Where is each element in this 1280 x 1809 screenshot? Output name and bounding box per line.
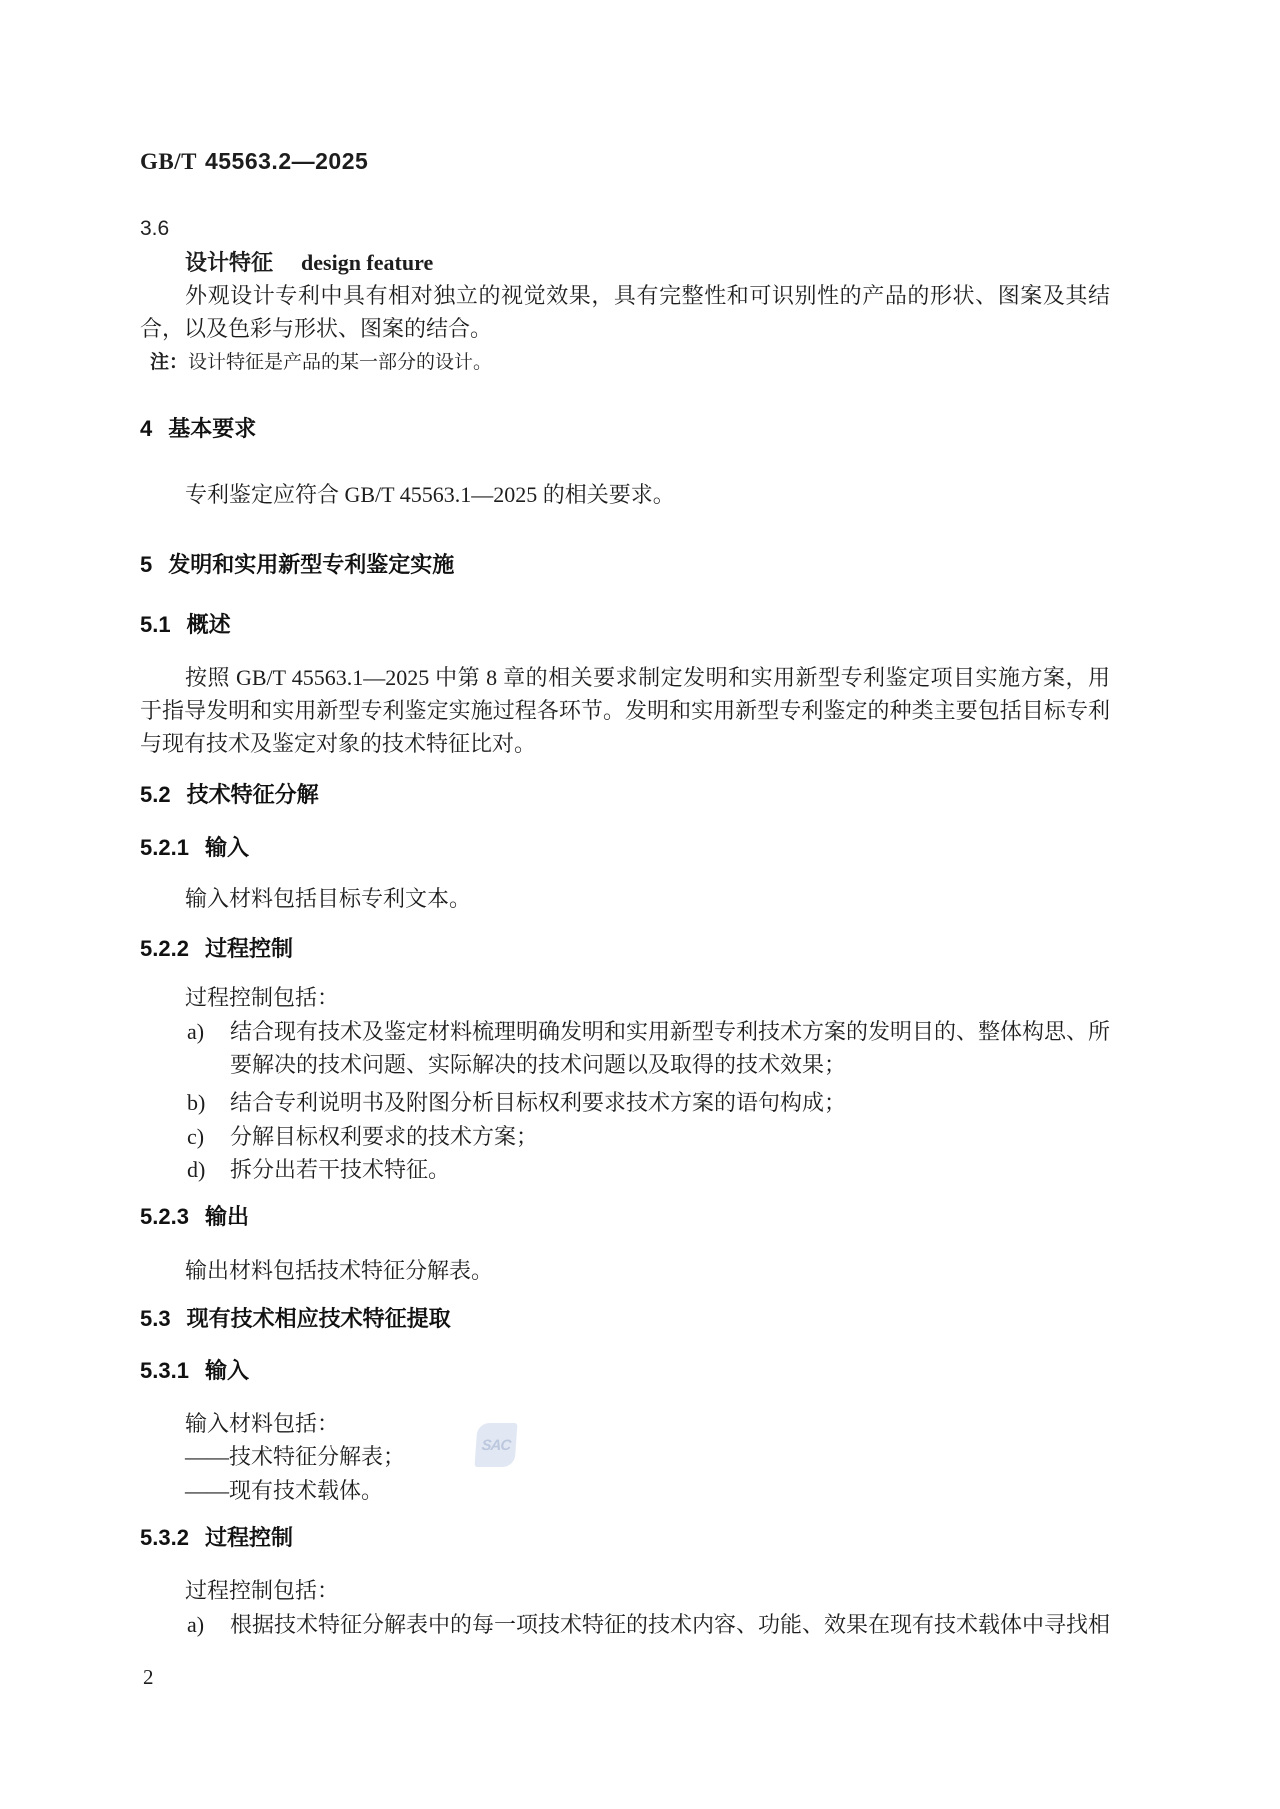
section-5-2-3-heading (140, 1203, 1110, 1231)
term-name-cn: 设计特征 (185, 250, 274, 275)
section-5-3-2-lead: 过程控制包括： (185, 1578, 340, 1603)
term-note (140, 350, 1110, 376)
section-5-3-heading (140, 1305, 1110, 1333)
list-item-text: 结合专利说明书及附图分析目标权利要求技术方案的语句构成； (230, 1090, 847, 1115)
section-5-1-heading (140, 611, 1110, 639)
section-5-2-1-paragraph: 输入材料包括目标专利文本。 (185, 886, 472, 911)
section-5-2-1-title: 输入 (204, 835, 249, 860)
section-5-2-2-title: 过程控制 (204, 936, 293, 961)
section-4-number: 4 (140, 416, 153, 441)
term-clause-number: 3.6 (140, 217, 170, 240)
section-4-title: 基本要求 (168, 416, 257, 441)
section-5-3-title: 现有技术相应技术特征提取 (186, 1306, 451, 1331)
section-5-2-1-number: 5.2.1 (140, 835, 189, 860)
dash-list-item: ——技术特征分解表； (185, 1444, 406, 1469)
standard-number-header (140, 148, 1110, 175)
list-marker: b) (187, 1090, 206, 1115)
list-marker: c) (187, 1124, 205, 1149)
note-label: 注： (150, 352, 189, 373)
section-5-1-paragraph: 按照 GB/T 45563.1—2025 中第 8 章的相关要求制定发明和实用新型专利鉴定项目实施方案，用于指导发明和实用新型专利鉴定实施过程各环节。发明和实用新型专利鉴定的种类主要包括目标专利与现有技术及鉴定对象的技术特征比对。 (140, 665, 1110, 756)
section-5-2-3-title: 输出 (204, 1204, 249, 1229)
list-marker: d) (187, 1157, 206, 1182)
section-5-2-2-number: 5.2.2 (140, 936, 189, 961)
list-item-a (140, 1608, 1110, 1641)
section-5-2-3-number: 5.2.3 (140, 1204, 189, 1229)
list-item-d (140, 1153, 1110, 1186)
section-4-heading (140, 415, 1110, 443)
list-item-c (140, 1120, 1110, 1153)
section-5-2-2-lead: 过程控制包括： (185, 985, 340, 1010)
list-item-text: 拆分出若干技术特征。 (230, 1157, 451, 1182)
section-5-title: 发明和实用新型专利鉴定实施 (168, 552, 455, 577)
section-5-2-title: 技术特征分解 (186, 782, 319, 807)
section-5-2-heading (140, 781, 1110, 809)
section-5-3-1-title: 输入 (204, 1358, 249, 1383)
dash-list-item: ——现有技术载体。 (185, 1478, 384, 1503)
section-5-2-1-heading (140, 834, 1110, 862)
section-5-3-2-number: 5.3.2 (140, 1525, 189, 1550)
section-5-2-number: 5.2 (140, 782, 171, 807)
term-name-en: design feature (301, 250, 434, 275)
note-text: 设计特征是产品的某一部分的设计。 (188, 352, 493, 373)
section-5-3-1-number: 5.3.1 (140, 1358, 189, 1383)
list-item-text: 结合现有技术及鉴定材料梳理明确发明和实用新型专利技术方案的发明目的、整体构思、所要解决的技术问题、实际解决的技术问题以及取得的技术效果； (230, 1019, 1111, 1077)
section-5-number: 5 (140, 552, 153, 577)
section-5-2-2-heading (140, 935, 1110, 963)
section-5-1-title: 概述 (186, 612, 231, 637)
list-item-a (140, 1015, 1110, 1081)
standard-prefix: GB/T (140, 149, 197, 174)
section-4-paragraph: 专利鉴定应符合 GB/T 45563.1—2025 的相关要求。 (185, 482, 675, 507)
list-item-b (140, 1086, 1110, 1119)
list-marker: a) (187, 1612, 205, 1637)
term-heading (140, 248, 1110, 278)
section-5-3-2-title: 过程控制 (204, 1525, 293, 1550)
term-definition-paragraph: 外观设计专利中具有相对独立的视觉效果，具有完整性和可识别性的产品的形状、图案及其结合，以及色彩与形状、图案的结合。 (140, 283, 1110, 341)
sac-watermark-icon: SAC (474, 1423, 517, 1467)
section-5-3-1-lead: 输入材料包括： (185, 1411, 340, 1436)
section-5-1-number: 5.1 (140, 612, 171, 637)
section-5-3-1-heading (140, 1357, 1110, 1385)
page-content (140, 0, 1110, 1641)
list-item-text: 分解目标权利要求的技术方案； (230, 1124, 539, 1149)
section-5-heading (140, 551, 1110, 579)
page-number: 2 (143, 1665, 154, 1689)
list-marker: a) (187, 1019, 205, 1044)
list-item-text: 根据技术特征分解表中的每一项技术特征的技术内容、功能、效果在现有技术载体中寻找相 (230, 1612, 1111, 1637)
section-5-2-3-paragraph: 输出材料包括技术特征分解表。 (185, 1258, 494, 1283)
standard-number: 45563.2—2025 (204, 148, 369, 174)
section-5-3-number: 5.3 (140, 1306, 171, 1331)
section-5-3-2-heading (140, 1524, 1110, 1552)
